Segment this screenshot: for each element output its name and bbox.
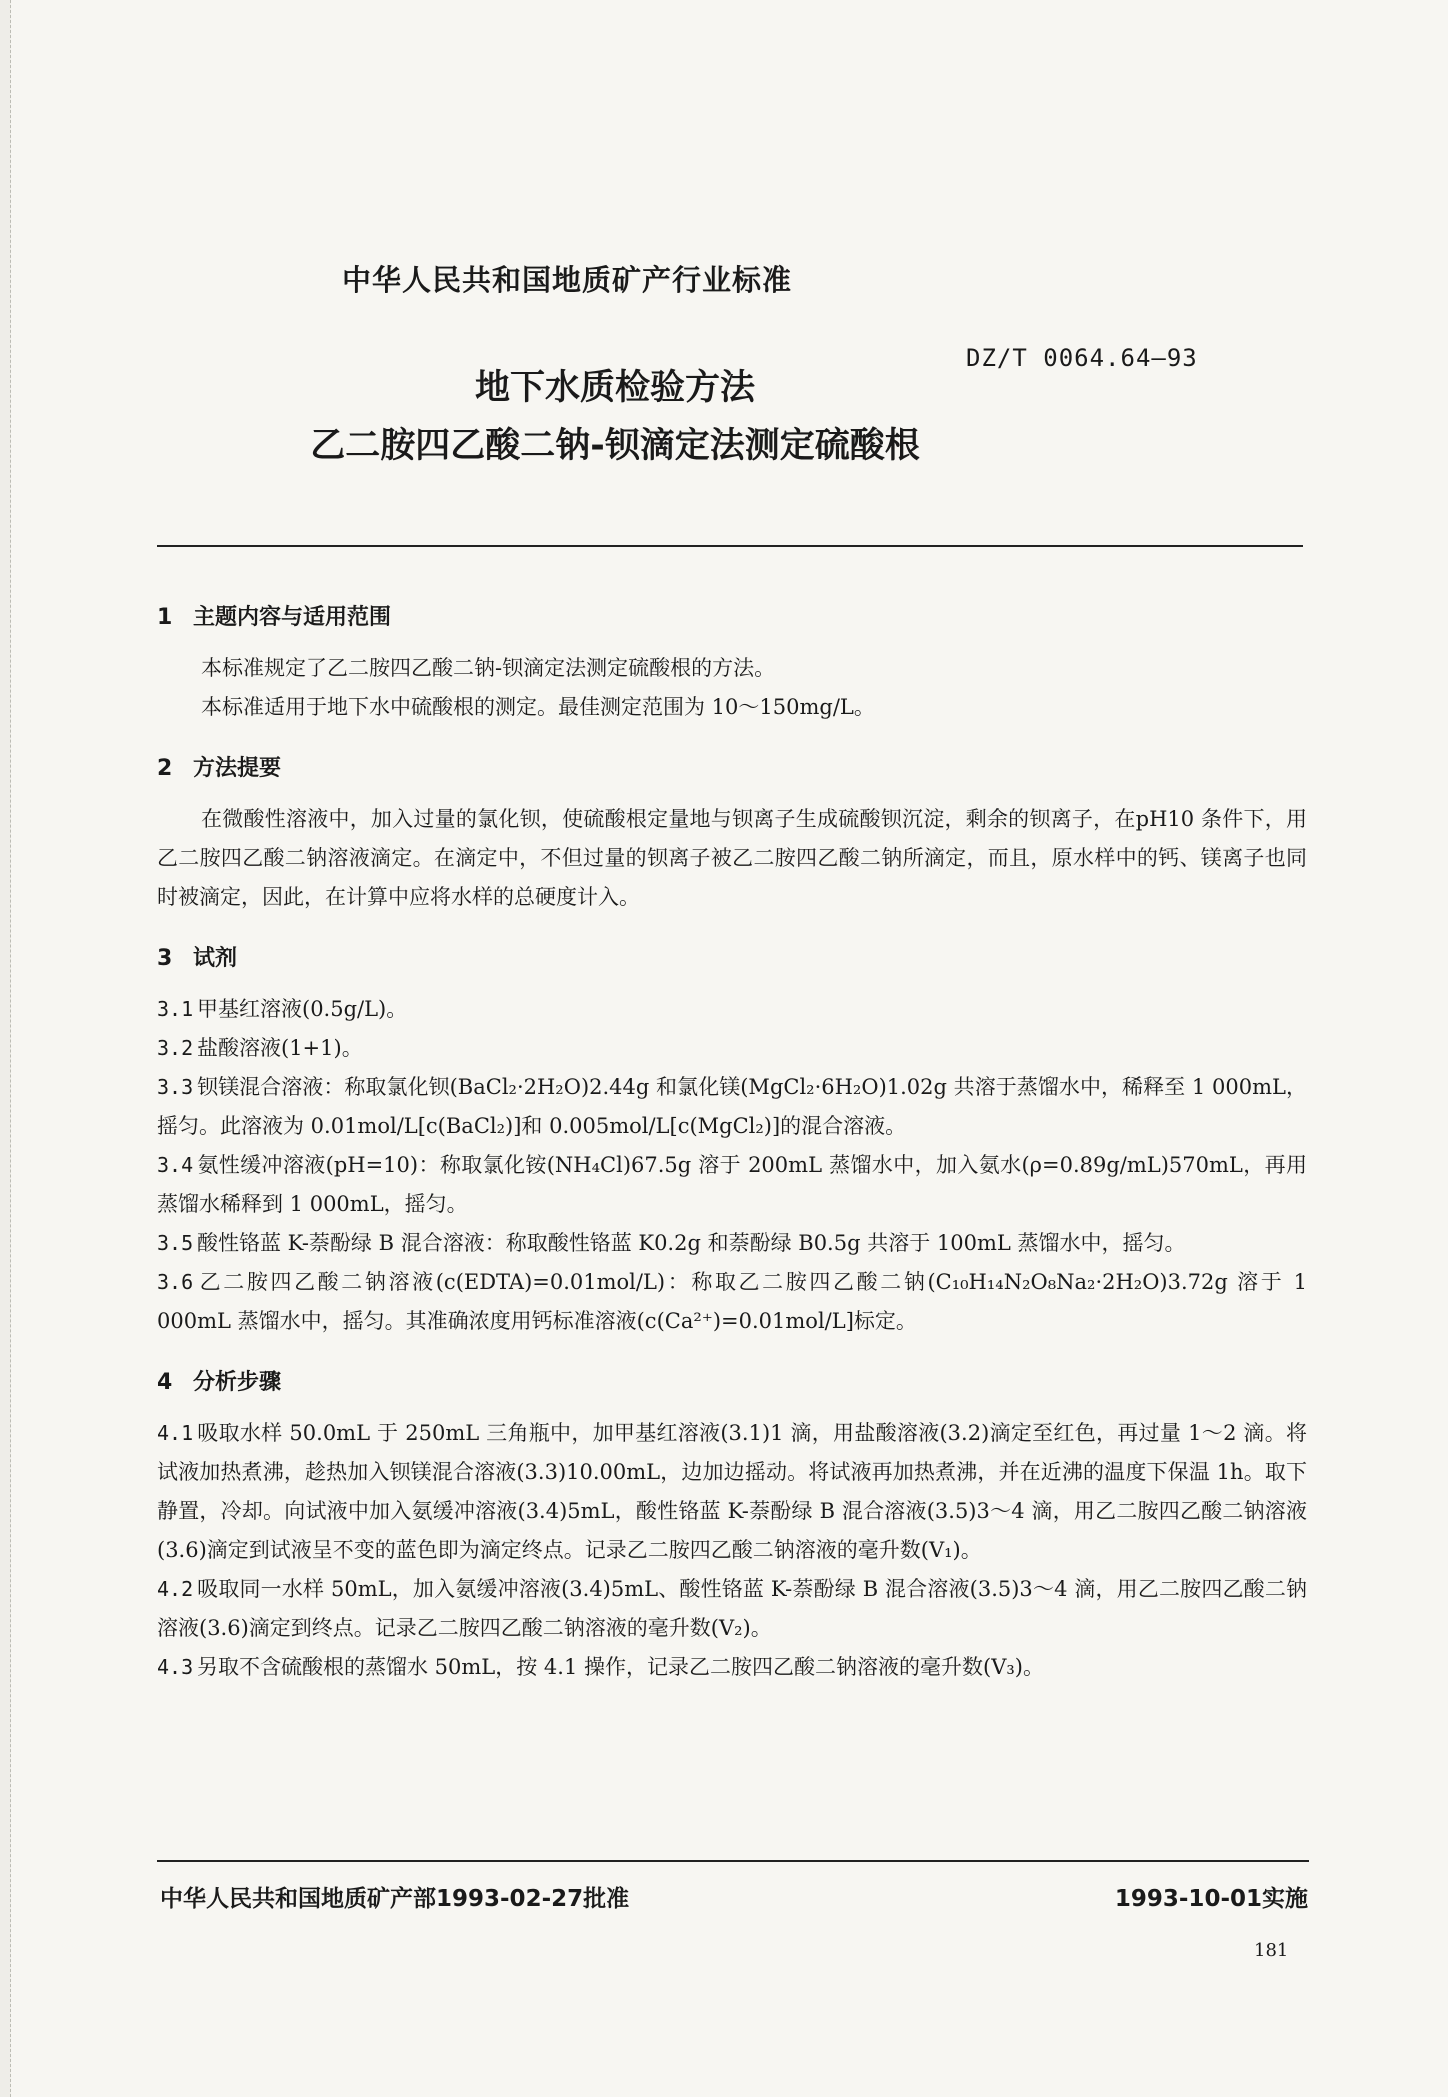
clause-text: 吸取水样 50.0mL 于 250mL 三角瓶中，加甲基红溶液(3.1)1 滴，用盐酸溶液(3.2)滴定至红色，再过量 1～2 滴。将试液加热煮沸，趁热加入钡镁混合溶液(3.3)10.00mL，边加边摇动。将试液再加热煮沸，并在近沸的温度下保温 1h。取下静置，冷却。向试液中加入氨缓冲溶液(3.4)5mL，酸性铬蓝 K-萘酚绿 B 混合溶液(3.5)3～4 滴，用乙二胺四乙酸二钠溶液(3.6)滴定到试液呈不变的蓝色即为滴定终点。记录乙二胺四乙酸二钠溶液的毫升数(V₁)。	[157, 1421, 1307, 1562]
clause-text: 酸性铬蓝 K-萘酚绿 B 混合溶液：称取酸性铬蓝 K0.2g 和萘酚绿 B0.5g 共溶于 100mL 蒸馏水中，摇匀。	[197, 1231, 1186, 1255]
paragraph: 在微酸性溶液中，加入过量的氯化钡，使硫酸根定量地与钡离子生成硫酸钡沉淀，剩余的钡离子，在pH10 条件下，用乙二胺四乙酸二钠溶液滴定。在滴定中，不但过量的钡离子被乙二胺四乙酸二钠所滴定，而且，原水样中的钙、镁离子也同时被滴定，因此，在计算中应将水样的总硬度计入。	[157, 807, 1307, 909]
section-number: 2	[157, 756, 173, 781]
document-title-line1: 地下水质检验方法	[474, 368, 755, 408]
section-number: 1	[157, 605, 173, 630]
clause-number: 4.3	[157, 1655, 194, 1679]
clause-item	[157, 1224, 1307, 1263]
section-heading-4	[157, 1363, 1307, 1402]
clause-text: 另取不含硫酸根的蒸馏水 50mL，按 4.1 操作，记录乙二胺四乙酸二钠溶液的毫升数(V₃)。	[197, 1655, 1044, 1679]
section-title: 主题内容与适用范围	[193, 605, 392, 630]
section-title: 方法提要	[193, 756, 282, 781]
document-body	[157, 598, 1307, 1687]
clause-text: 氨性缓冲溶液(pH=10)：称取氯化铵(NH₄Cl)67.5g 溶于 200mL 蒸馏水中，加入氨水(ρ=0.89g/mL)570mL，再用蒸馏水稀释到 1 000mL，摇匀。	[157, 1153, 1307, 1216]
approval-statement: 中华人民共和国地质矿产部1993-02-27批准	[160, 1886, 630, 1912]
clause-number: 3.2	[157, 1036, 194, 1060]
section-heading-1	[157, 598, 1307, 637]
clause-item	[157, 990, 1307, 1029]
clause-text: 甲基红溶液(0.5g/L)。	[197, 997, 408, 1021]
clause-item	[157, 1146, 1307, 1224]
issuing-body-header: 中华人民共和国地质矿产行业标准	[342, 263, 793, 297]
section-title: 分析步骤	[193, 1370, 282, 1395]
paragraph: 本标准规定了乙二胺四乙酸二钠-钡滴定法测定硫酸根的方法。	[201, 656, 776, 680]
clause-number: 3.5	[157, 1231, 194, 1255]
clause-number: 3.1	[157, 997, 194, 1021]
section-heading-2	[157, 749, 1307, 788]
clause-item	[157, 1570, 1307, 1648]
clause-text: 盐酸溶液(1+1)。	[197, 1036, 363, 1060]
section-number: 4	[157, 1370, 173, 1395]
clause-item	[157, 1068, 1307, 1146]
clause-number: 3.4	[157, 1153, 194, 1177]
clause-item	[157, 1648, 1307, 1687]
clause-number: 3.6	[157, 1270, 194, 1294]
standard-code: DZ/T 0064.64—93	[966, 344, 1198, 372]
clause-text: 吸取同一水样 50mL，加入氨缓冲溶液(3.4)5mL、酸性铬蓝 K-萘酚绿 B 混合溶液(3.5)3～4 滴，用乙二胺四乙酸二钠溶液(3.6)滴定到终点。记录乙二胺四乙酸二钠溶液的毫升数(V₂)。	[157, 1577, 1307, 1640]
section-title: 试剂	[193, 946, 238, 971]
paragraph: 本标准适用于地下水中硫酸根的测定。最佳测定范围为 10～150mg/L。	[201, 695, 875, 719]
page-number: 181	[1254, 1940, 1289, 1961]
clause-text: 乙二胺四乙酸二钠溶液(c(EDTA)=0.01mol/L)：称取乙二胺四乙酸二钠(C₁₀H₁₄N₂O₈Na₂·2H₂O)3.72g 溶于 1 000mL 蒸馏水中，摇匀。其准确浓度用钙标准溶液(c(Ca²⁺)=0.01mol/L]标定。	[157, 1270, 1307, 1333]
clause-item	[157, 1029, 1307, 1068]
scan-binding-edge	[0, 0, 11, 2097]
clause-item	[157, 1263, 1307, 1341]
section-number: 3	[157, 946, 173, 971]
footer-divider	[157, 1860, 1309, 1862]
clause-number: 4.1	[157, 1421, 194, 1445]
clause-item	[157, 1414, 1307, 1570]
header-divider	[157, 545, 1303, 547]
effective-date: 1993-10-01实施	[1114, 1886, 1308, 1912]
clause-number: 4.2	[157, 1577, 194, 1601]
document-title-line2: 乙二胺四乙酸二钠-钡滴定法测定硫酸根	[310, 426, 920, 466]
section-heading-3	[157, 939, 1307, 978]
clause-number: 3.3	[157, 1075, 194, 1099]
clause-text: 钡镁混合溶液：称取氯化钡(BaCl₂·2H₂O)2.44g 和氯化镁(MgCl₂·6H₂O)1.02g 共溶于蒸馏水中，稀释至 1 000mL，摇匀。此溶液为 0.01mol/L[c(BaCl₂)]和 0.005mol/L[c(MgCl₂)]的混合溶液。	[157, 1075, 1307, 1138]
